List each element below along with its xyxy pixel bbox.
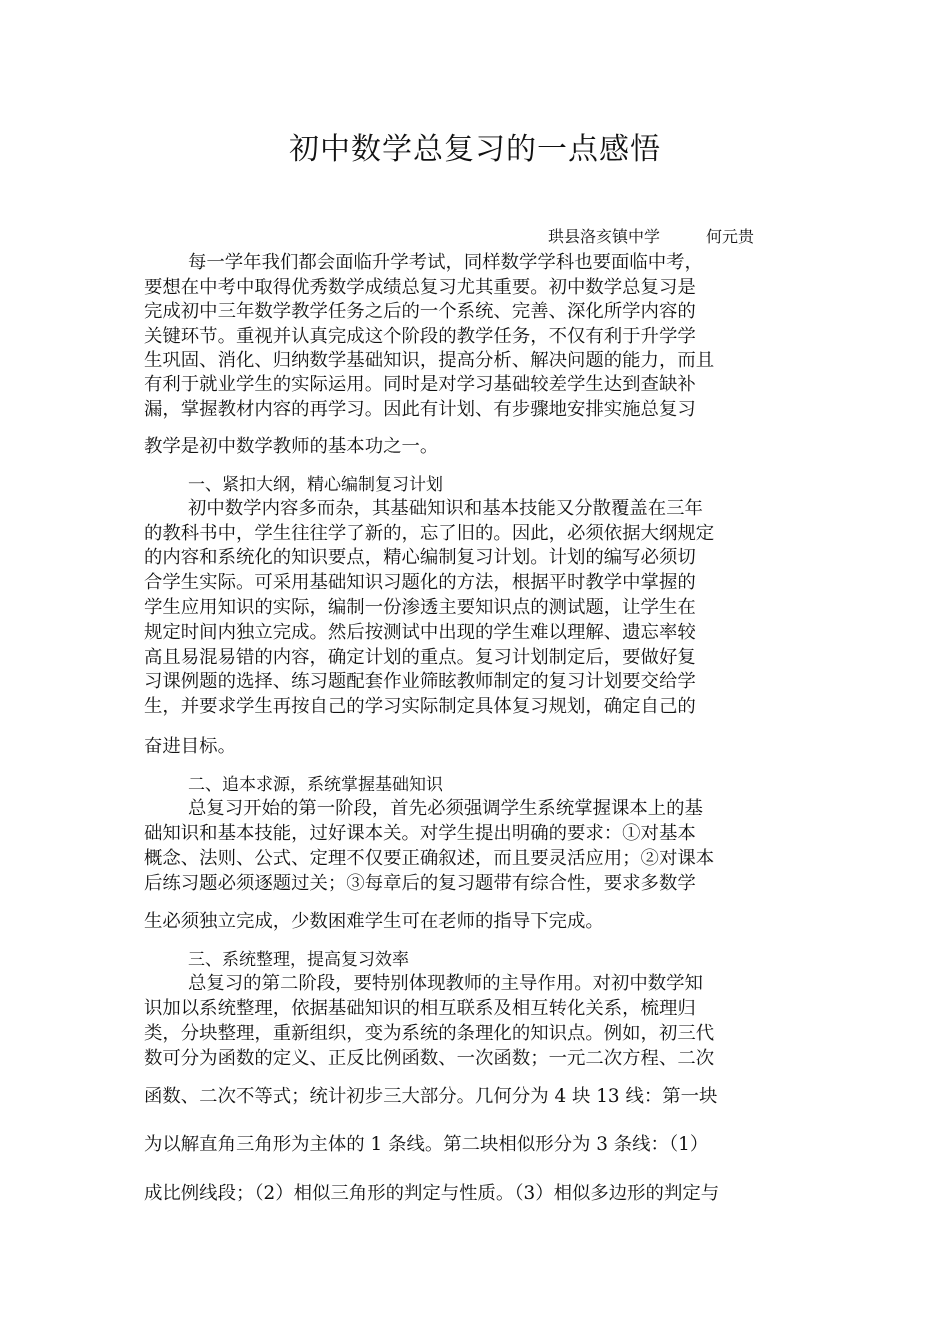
paragraph-line: 规定时间内独立完成。然后按测试中出现的学生难以理解、遗忘率较 bbox=[144, 622, 696, 643]
paragraph-line: 教学是初中数学教师的基本功之一。 bbox=[144, 436, 439, 457]
paragraph-line: 关键环节。重视并认真完成这个阶段的教学任务，不仅有利于升学学 bbox=[144, 326, 696, 347]
paragraph-line: 函数、二次不等式；统计初步三大部分。几何分为 4 块 13 线：第一块 bbox=[144, 1086, 718, 1107]
paragraph-line: 习课例题的选择、练习题配套作业筛眩教师制定的复习计划要交给学 bbox=[144, 671, 696, 692]
paragraph-line: 概念、法则、公式、定理不仅要正确叙述，而且要灵活应用；②对课本 bbox=[144, 848, 715, 869]
paragraph-line: 成比例线段；（2）相似三角形的判定与性质。（3）相似多边形的判定与 bbox=[144, 1183, 720, 1204]
author-name: 何元贵 bbox=[706, 227, 755, 246]
paragraph-line: 漏，掌握教材内容的再学习。因此有计划、有步骤地安排实施总复习 bbox=[144, 399, 696, 420]
paragraph-line: 总复习开始的第一阶段，首先必须强调学生系统掌握课本上的基 bbox=[188, 798, 703, 819]
document-title: 初中数学总复习的一点感悟 bbox=[289, 132, 661, 167]
paragraph-line: 有利于就业学生的实际运用。同时是对学习基础较差学生达到查缺补 bbox=[144, 374, 696, 395]
paragraph-line: 识加以系统整理，依据基础知识的相互联系及相互转化关系，梳理归 bbox=[144, 998, 696, 1019]
paragraph-line: 为以解直角三角形为主体的 1 条线。第二块相似形分为 3 条线：（1） bbox=[144, 1134, 709, 1155]
paragraph-line: 生必须独立完成，少数困难学生可在老师的指导下完成。 bbox=[144, 911, 604, 932]
paragraph-line: 础知识和基本技能，过好课本关。对学生提出明确的要求：①对基本 bbox=[144, 823, 696, 844]
author-line bbox=[548, 226, 754, 248]
paragraph-line: 合学生实际。可采用基础知识习题化的方法，根据平时教学中掌握的 bbox=[144, 572, 696, 593]
paragraph-line: 奋进目标。 bbox=[144, 736, 236, 757]
paragraph-line: 后练习题必须逐题过关；③每章后的复习题带有综合性，要求多数学 bbox=[144, 873, 696, 894]
paragraph-line: 总复习的第二阶段，要特别体现教师的主导作用。对初中数学知 bbox=[188, 973, 703, 994]
paragraph-line: 要想在中考中取得优秀数学成绩总复习尤其重要。初中数学总复习是 bbox=[144, 277, 696, 298]
paragraph-line: 生，并要求学生再按自己的学习实际制定具体复习规划，确定自己的 bbox=[144, 696, 696, 717]
paragraph-line: 学生应用知识的实际，编制一份渗透主要知识点的测试题，让学生在 bbox=[144, 597, 696, 618]
paragraph-line: 数可分为函数的定义、正反比例函数、一次函数；一元二次方程、二次 bbox=[144, 1048, 715, 1069]
paragraph-line: 完成初中三年数学教学任务之后的一个系统、完善、深化所学内容的 bbox=[144, 301, 696, 322]
paragraph-line: 每一学年我们都会面临升学考试，同样数学学科也要面临中考， bbox=[188, 252, 703, 273]
paragraph-line: 的内容和系统化的知识要点，精心编制复习计划。计划的编写必须切 bbox=[144, 547, 696, 568]
section-heading: 一、紧扣大纲，精心编制复习计划 bbox=[188, 475, 443, 495]
paragraph-line: 生巩固、消化、归纳数学基础知识，提高分析、解决问题的能力，而且 bbox=[144, 350, 715, 371]
section-heading: 二、追本求源，系统掌握基础知识 bbox=[188, 775, 443, 795]
paragraph-line: 高且易混易错的内容，确定计划的重点。复习计划制定后，要做好复 bbox=[144, 647, 696, 668]
school-name: 珙县洛亥镇中学 bbox=[548, 227, 661, 246]
paragraph-line: 类，分块整理，重新组织，变为系统的条理化的知识点。例如，初三代 bbox=[144, 1023, 715, 1044]
paragraph-line: 的教科书中，学生往往学了新的，忘了旧的。因此，必须依据大纲规定 bbox=[144, 523, 715, 544]
section-heading: 三、系统整理，提高复习效率 bbox=[188, 950, 409, 970]
paragraph-line: 初中数学内容多而杂，其基础知识和基本技能又分散覆盖在三年 bbox=[188, 498, 703, 519]
